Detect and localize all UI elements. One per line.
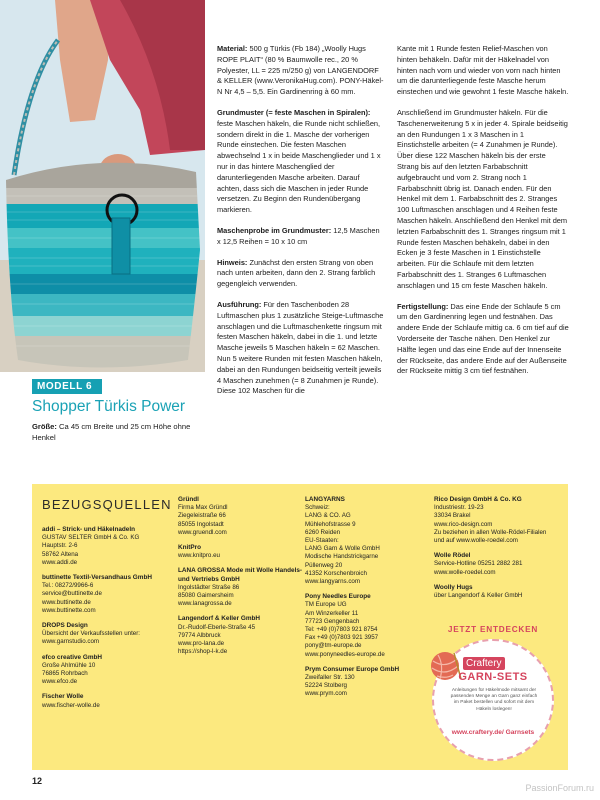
supplier-line: Zweifaller Str. 130: [305, 674, 355, 682]
supplier-line: 77723 Gengenbach: [305, 617, 360, 625]
supplier-line: Mühlehofstrasse 9: [305, 520, 356, 528]
supplier-name: DROPS Design: [42, 622, 88, 630]
supplier-name: Langendorf & Keller GmbH: [178, 615, 261, 623]
supplier-line: Ingolstädter Straße 86: [178, 583, 240, 591]
supplier-link[interactable]: www.garnstudio.com: [42, 638, 100, 646]
product-photo: [0, 0, 205, 372]
supplier-line: 85055 Ingolstadt: [178, 520, 224, 528]
badge-brand: Craftery: [463, 657, 505, 670]
supplier-entry: [42, 526, 174, 567]
supplier-link[interactable]: service@buttinette.de: [42, 590, 102, 598]
supplier-link[interactable]: www.lanagrossa.de: [178, 600, 232, 608]
suppliers-column-3: [305, 496, 435, 706]
supplier-entry: [178, 544, 306, 560]
supplier-name: Fischer Wolle: [42, 693, 84, 701]
supplier-link[interactable]: www.fischer-wolle.de: [42, 701, 100, 709]
suppliers-column-1: [42, 526, 174, 717]
article-column-2: [397, 44, 569, 387]
supplier-name: Woolly Hugs: [434, 583, 473, 591]
supplier-name: Prym Consumer Europe GmbH: [305, 665, 400, 673]
supplier-line: Tel: +49 (0)7803 921 8754: [305, 626, 378, 634]
supplier-line: 58762 Altena: [42, 550, 79, 558]
supplier-line: Übersicht der Verkaufsstellen unter:: [42, 630, 141, 638]
supplier-link[interactable]: www.langyarns.com: [305, 578, 361, 586]
supplier-link[interactable]: www.pro-lana.de: [178, 640, 225, 648]
supplier-link[interactable]: www.buttinette.de: [42, 598, 91, 606]
supplier-line: 76865 Rohrbach: [42, 670, 88, 678]
supplier-line: 85080 Gaimersheim: [178, 592, 234, 600]
model-size-text: Größe: Ca 45 cm Breite und 25 cm Höhe ohne Henkel: [32, 422, 191, 442]
supplier-line: Schweiz:: [305, 504, 330, 512]
supplier-name: efco creative GmbH: [42, 653, 103, 661]
supplier-line: Ziegeleistraße 66: [178, 512, 226, 520]
supplier-entry: [434, 552, 564, 577]
supplier-line: LANG Garn & Wolle GmbH: [305, 545, 380, 553]
supplier-link[interactable]: www.addi.de: [42, 558, 78, 566]
supplier-link[interactable]: www.gruendl.com: [178, 528, 227, 536]
badge-text: Anleitungen für Häkelmode mitsamt der passenden Menge an Garn ganz einfach im Paket bestellen und sofort mit dem Häkeln loslegen!: [450, 688, 538, 712]
supplier-link[interactable]: www.ponyneedles-europe.de: [305, 650, 385, 658]
article-paragraph: Hinweis: Zunächst den ersten Strang von oben nach unten arbeiten, dann den 2. Strang farblich gegengleich verwenden.: [217, 257, 376, 289]
supplier-link[interactable]: www.prym.com: [305, 690, 347, 698]
supplier-entry: [178, 496, 306, 537]
supplier-line: LANG & CO. AG: [305, 512, 351, 520]
supplier-line: 52224 Stolberg: [305, 682, 347, 690]
suppliers-column-2: [178, 496, 306, 663]
article-paragraph: Material: 500 g Türkis (Fb 184) „Woolly Hugs ROPE PLAIT“ (80 % Baumwolle rec., 20 % Polyester, LL = 225 m/250 g) von LANGENDORF & KELLER (www.VeronikaHug.com). PONY-Häkel-N Nr 4,5 – 5,5. Ein Gardinenring à 60 mm.: [217, 44, 384, 97]
supplier-line: EU-Staaten:: [305, 537, 339, 545]
supplier-name: Pony Needles Europe: [305, 593, 371, 601]
supplier-line: 79774 Albbruck: [178, 631, 221, 639]
supplier-line: Hauptstr. 2-6: [42, 542, 78, 550]
supplier-line: Modische Handstrickgarne: [305, 553, 379, 561]
supplier-line: Industriestr. 19-23: [434, 504, 484, 512]
model-label: MODELL 6: [32, 379, 102, 394]
supplier-entry: [305, 666, 435, 699]
supplier-entry: [305, 496, 435, 586]
supplier-line: Fax +49 (0)7803 921 3957: [305, 634, 379, 642]
supplier-link[interactable]: pony@tm-europe.de: [305, 642, 362, 650]
supplier-entry: [42, 574, 174, 615]
supplier-link[interactable]: www.buttinette.com: [42, 606, 96, 614]
badge-top-text: JETZT ENTDECKEN: [447, 625, 539, 634]
supplier-line: Püllenweg 20: [305, 561, 343, 569]
article-paragraph: Anschließend im Grundmuster häkeln. Für die Taschenerweiterung 5 x in jeder 4. Spirale beidseitig an den Rundungen 1 x 3 Maschen in 1 Einstichstelle arbeiten (= 4 Zunahmen je Runde). Über diese 122 Maschen häkeln bis der erste Strang bis auf den letzten Farbabschnitt aufgebraucht und vom 2. Strang noch 1 Farbabschnitt übrig ist. Danach enden. Für den Henkel mit dem 1. Farbabschnitt des 2. Stranges 100 Luftmaschen anschlagen und 4 Reihen feste Maschen häkeln. Anschließend den Henkel mit dem letzten Farbabschnitt des 1. Stranges ringsum mit 1 Runde festen Maschen behäkeln, dabei in den Ecken je 3 feste Maschen in 1 Einstichstelle arbeiten. Für die Schlaufe mit dem letzten Farbabschnitt des 1. Stranges 6 Luftmaschen anschlagen und 15 cm feste Maschen häkeln.: [397, 107, 568, 290]
supplier-line: Am Winzerkeller 11: [305, 609, 359, 617]
supplier-link[interactable]: www.wolle-roedel.com: [434, 568, 496, 576]
badge-link[interactable]: www.craftery.de/ Garnsets: [451, 729, 535, 736]
supplier-line: Service-Hotline 05251 2882 281: [434, 560, 523, 568]
supplier-link[interactable]: https://shop-l-k.de: [178, 648, 228, 656]
supplier-entry: [42, 654, 174, 687]
supplier-name: Gründl: [178, 496, 199, 503]
article-paragraph: Maschenprobe im Grundmuster: 12,5 Maschen x 12,5 Reihen = 10 x 10 cm: [217, 225, 380, 246]
supplier-name: LANA GROSSA Mode mit Wolle Handels- und Vertriebs GmbH: [178, 567, 303, 583]
supplier-entry: [178, 567, 306, 608]
supplier-line: 33034 Brakel: [434, 512, 471, 520]
suppliers-box: [32, 484, 568, 770]
supplier-line: und auf www.wolle-roedel.com: [434, 537, 518, 545]
supplier-name: Wolle Rödel: [434, 552, 471, 560]
article-paragraph: Fertigstellung: Das eine Ende der Schlaufe 5 cm um den Gardinenring legen und festnähen. Das andere Ende der Schlaufe mittig ca. 6 cm tief auf die Vorderseite der Tasche nähen. Den Henkel zur Hälfte legen und das eine Ende auf der Innenseite der Rückseite, das andere Ende auf der Außenseite der Rückseite mittig 3 cm tief festnähen.: [397, 301, 569, 376]
craftery-badge[interactable]: [432, 625, 557, 765]
supplier-entry: [178, 615, 306, 656]
suppliers-column-4: [434, 496, 564, 607]
suppliers-title: BEZUGSQUELLEN: [42, 497, 172, 512]
supplier-line: 6260 Reiden: [305, 528, 341, 536]
badge-sets: GARN-SETS: [458, 671, 528, 683]
supplier-entry: [42, 622, 174, 647]
article-paragraph: Kante mit 1 Runde festen Relief-Maschen von hinten behäkeln. Dafür mit der Häkelnadel von hinten nach vorn und wieder von vorn nach hinten um die darunterliegende feste Masche herum einstechen und wie gewohnt 1 feste Masche häkeln.: [397, 44, 569, 97]
supplier-name: LANGYARNS: [305, 496, 345, 503]
supplier-line: Zu beziehen in allen Wolle-Rödel-Filialen: [434, 528, 547, 536]
supplier-link[interactable]: www.efco.de: [42, 678, 78, 686]
supplier-line: Dr.-Rudolf-Eberle-Straße 45: [178, 623, 256, 631]
supplier-line: 41352 Korschenbroich: [305, 569, 367, 577]
supplier-entry: [434, 496, 564, 545]
supplier-line: GUSTAV SELTER GmbH & Co. KG: [42, 534, 140, 542]
supplier-name: KnitPro: [178, 544, 202, 552]
supplier-name: addi – Strick- und Häkelnadeln: [42, 526, 136, 533]
supplier-line: Firma Max Gründl: [178, 504, 228, 512]
supplier-entry: [305, 593, 435, 659]
article-column-1: [217, 44, 385, 407]
article-paragraph: Ausführung: Für den Taschenboden 28 Luftmaschen plus 1 zusätzliche Steige-Luftmasche anschlagen und die Luftmaschenkette ringsum mit festen Maschen häkeln, dabei in die 1. und letzte Masche jeweils 5 Maschen häkeln = 62 Maschen. Nun 5 weitere Runden mit festen Maschen häkeln, dabei an den Rundungen beidseitig verteilt jeweils 4 Maschen zunehmen (= 8 Zunahmen je Runde). Diese 102 Maschen für die: [217, 299, 384, 396]
page-number: 12: [32, 776, 43, 786]
supplier-link[interactable]: www.rico-design.com: [434, 520, 493, 528]
supplier-entry: [42, 693, 174, 709]
model-title: Shopper Türkis Power: [32, 398, 186, 415]
supplier-name: Rico Design GmbH & Co. KG: [434, 496, 522, 503]
supplier-line: Große Ahlmühle 10: [42, 661, 96, 669]
supplier-line: TM Europe UG: [305, 601, 347, 609]
supplier-line: über Langendorf & Keller GmbH: [434, 592, 523, 600]
article-paragraph: Grundmuster (= feste Maschen in Spiralen): feste Maschen häkeln, die Runde nicht schließen, sondern direkt in die 1. Masche der vorherigen Runde einstechen. Die festen Maschen abwechselnd 1 x in beide Maschenglieder und 1 x nur in das hintere Maschenglied der darunterliegenden Masche arbeiten. Darauf achten, dass sich die Maschen in jeder Runde versetzen. Zu Beginn den Rundenübergang markieren.: [217, 107, 381, 215]
supplier-link[interactable]: www.knitpro.eu: [178, 552, 220, 560]
supplier-entry: [434, 584, 564, 600]
supplier-line: Tel.: 08272/9966-6: [42, 582, 94, 590]
supplier-name: buttinette Textil-Versandhaus GmbH: [42, 574, 152, 582]
watermark: PassionForum.ru: [525, 783, 594, 793]
